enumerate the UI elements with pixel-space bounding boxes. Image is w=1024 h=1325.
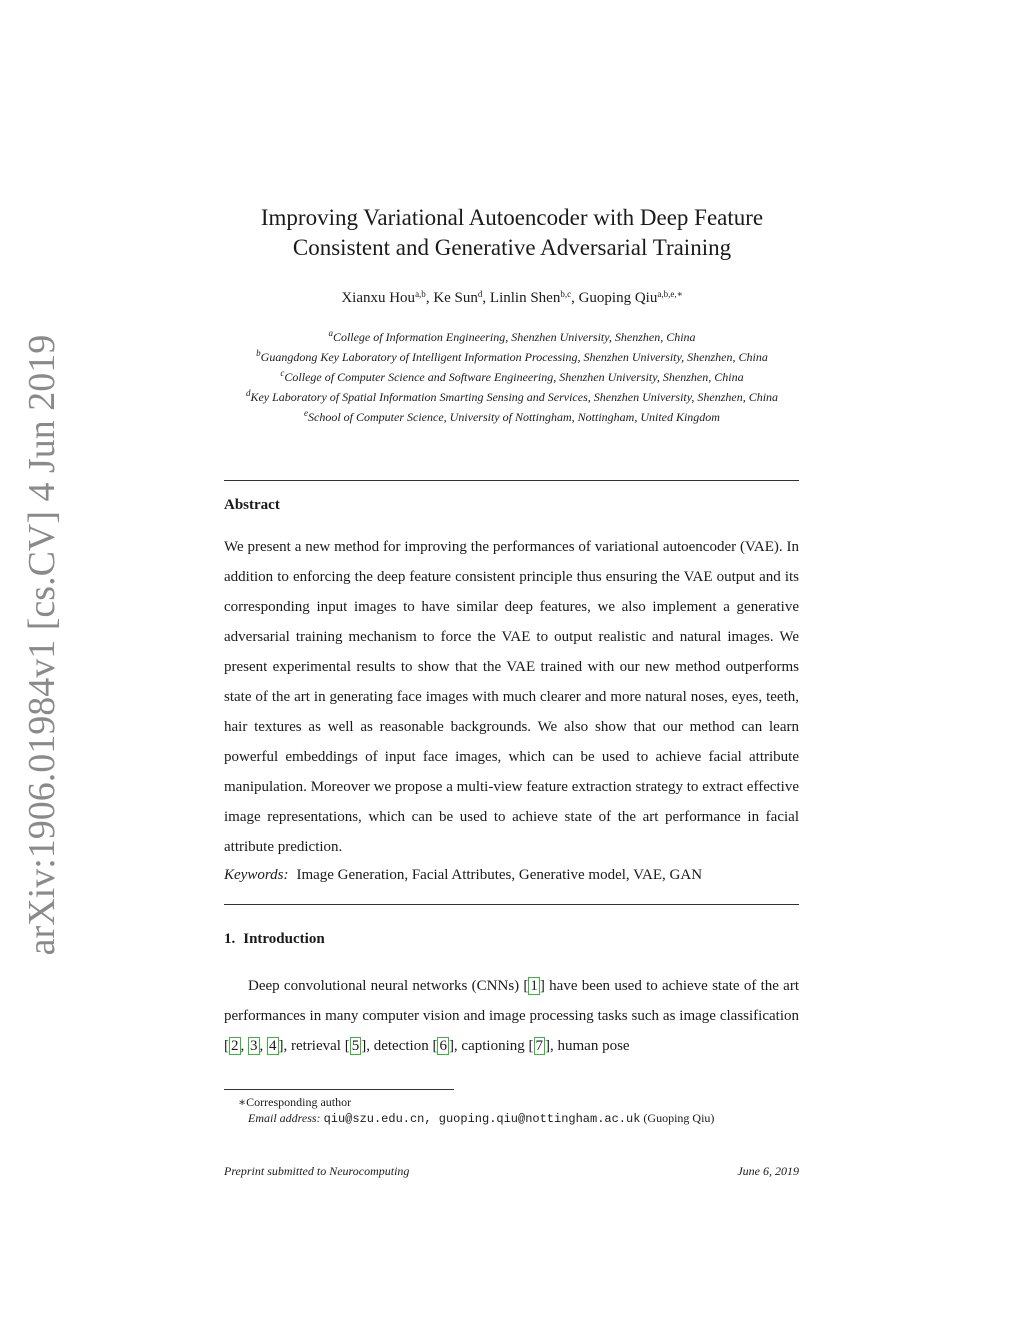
author-affil-mark: a,b,e,∗: [657, 289, 683, 299]
citation-link[interactable]: 7: [535, 1038, 543, 1054]
author-name: Xianxu Hou: [341, 290, 416, 306]
author-name: Guoping Qiu: [578, 290, 658, 306]
citation-link[interactable]: 6: [439, 1038, 447, 1054]
affiliation-list: [210, 325, 814, 425]
affiliation-item: $^d$Key Laboratory of Spatial Information Smarting Sensing and Services, Shenzhen University, Shenzhen, China: [245, 388, 779, 404]
author-name: Ke Sun: [433, 290, 478, 306]
title-line-1: Improving Variational Autoencoder with Deep Feature: [260, 205, 764, 230]
abstract-heading: Abstract: [224, 497, 280, 513]
preprint-note: Preprint submitted to Neurocomputing: [224, 1164, 410, 1178]
affiliation-item: $^c$College of Computer Science and Software Engineering, Shenzhen University, Shenzhen, China: [280, 368, 744, 384]
keywords-text: Image Generation, Facial Attributes, Generative model, VAE, GAN: [296, 867, 703, 883]
abstract-top-rule: [224, 480, 799, 481]
citation-link[interactable]: 1: [530, 978, 538, 994]
author-affil-mark: d: [477, 289, 483, 299]
citation-link[interactable]: 3: [250, 1038, 258, 1054]
footnote-email: [224, 1110, 823, 1127]
affiliation-item: $^e$School of Computer Science, University of Nottingham, Nottingham, United Kingdom: [304, 408, 720, 424]
keywords-line: [224, 867, 702, 884]
affiliation-item: $^b$Guangdong Key Laboratory of Intelligent Information Processing, Shenzhen University, Shenzhen, China: [256, 348, 768, 364]
author-affil-mark: a,b: [415, 289, 426, 299]
section-number: 1.: [224, 931, 236, 947]
email-addresses[interactable]: qiu@szu.edu.cn, guoping.qiu@nottingham.ac.uk: [323, 1112, 641, 1126]
citation-link[interactable]: 5: [351, 1038, 360, 1054]
paper-title: [160, 203, 864, 263]
arxiv-identifier: arXiv:1906.01984v1 [cs.CV] 4 Jun 2019: [21, 334, 63, 956]
affiliation-item: $^a$College of Information Engineering, Shenzhen University, Shenzhen, China: [328, 328, 696, 344]
section-title: Introduction: [243, 931, 325, 947]
title-line-2: Consistent and Generative Adversarial Training: [292, 235, 732, 260]
citation-link[interactable]: 4: [269, 1038, 277, 1054]
abstract-bottom-rule: [224, 904, 799, 905]
footnote-mark: ∗: [238, 1095, 247, 1109]
citation-link[interactable]: 2: [231, 1038, 239, 1054]
section-heading: [224, 931, 325, 948]
footnote-corresponding-text: Corresponding author: [246, 1095, 352, 1109]
footnote-rule: [224, 1089, 454, 1090]
email-owner: (Guoping Qiu): [643, 1111, 715, 1125]
email-label: Email address:: [248, 1111, 321, 1125]
footnote-corresponding: [224, 1094, 813, 1110]
abstract-body: We present a new method for improving the performances of variational autoencoder (VAE). In addition to enforcing the deep feature consistent principle thus ensuring the VAE output and its corresponding input images to have similar deep features, we also implement a generative adversarial training mechanism to force the VAE to output realistic and natural images. We present experimental results to show that the VAE trained with our new method outperforms state of the art in generating face images with much clearer and more natural noses, eyes, teeth, hair textures as well as reasonable backgrounds. We also show that our method can learn powerful embeddings of input face images, which can be used to achieve facial attribute manipulation. Moreover we propose a multi-view feature extraction strategy to extract effective image representations, which can be used to achieve state of the art performance in facial attribute prediction.: [224, 539, 799, 855]
arxiv-side-stamp: [4, 334, 80, 956]
preprint-date: June 6, 2019: [737, 1164, 799, 1178]
intro-paragraph: Deep convolutional neural networks (CNNs) [ 1 ] have been used to achieve state of the art performances in many computer vision and image processing tasks such as image classification [ 2 , 3 , 4 ], retrieval [ 5 ], detection [ 6 ], captioning [ 7 ], human pose: [224, 978, 799, 1054]
author-affil-mark: b,c: [560, 289, 572, 299]
author-name: Linlin Shen: [489, 290, 561, 306]
keywords-label: Keywords:: [224, 867, 289, 883]
author-list: Xianxu Hou$^{a,b}$, Ke Sun$^d$, Linlin Shen$^{b,c}$, Guoping Qiu$^{a,b,e,∗}$: [341, 289, 683, 306]
